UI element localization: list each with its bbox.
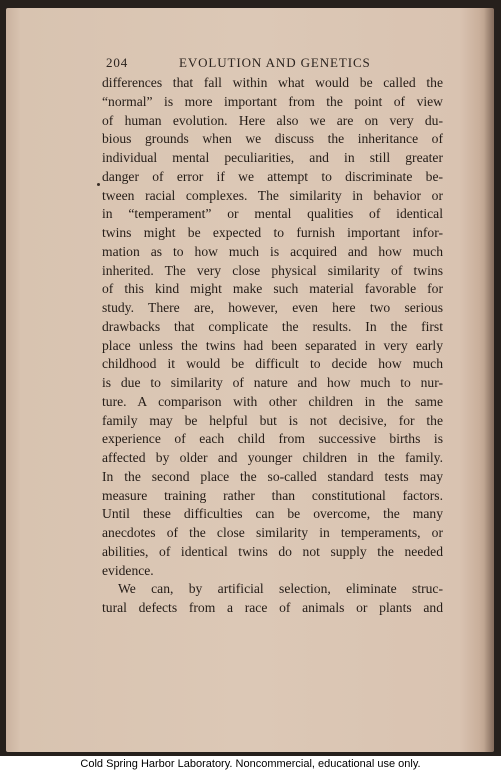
text-line: family may be helpful but is not decisive, for the: [102, 412, 443, 428]
text-line: experience of each child from successive births is: [102, 431, 443, 447]
text-line: inherited. The very close physical similarity of twins: [102, 262, 443, 278]
text-line: of this kind might make such material favorable for: [102, 281, 443, 297]
text-line: drawbacks that complicate the results. In the first: [102, 318, 443, 334]
text-line: danger of error if we attempt to discriminate be-: [102, 168, 443, 184]
margin-mark: [97, 183, 100, 186]
running-header: [106, 55, 446, 73]
text-line: measure training rather than constitutional factors.: [102, 487, 443, 503]
text-line: twins might be expected to furnish important infor-: [102, 225, 443, 240]
text-line: in “temperament” or mental qualities of identical: [102, 206, 443, 222]
text-line: affected by older and younger children in the family.: [102, 450, 443, 465]
text-line: bious grounds when we discuss the inheritance of: [102, 131, 443, 147]
text-line: In the second place the so-called standard tests may: [102, 468, 443, 484]
text-line: anecdotes of the close similarity in temperaments, or: [102, 525, 443, 540]
text-line: of human evolution. Here also we are on very du-: [102, 112, 443, 128]
body-text: [102, 74, 443, 618]
text-line: tween racial complexes. The similarity in behavior or: [102, 187, 443, 203]
text-line: abilities, of identical twins do not supply the needed: [102, 543, 443, 559]
text-line: evidence.: [102, 562, 154, 578]
text-line: place unless the twins had been separated in very early: [102, 337, 443, 353]
page-number: 204: [106, 55, 129, 70]
text-line: childhood it would be difficult to decide how much: [102, 356, 443, 372]
text-line: Until these difficulties can be overcome, the many: [102, 506, 443, 522]
text-line: “normal” is more important from the point of view: [102, 93, 443, 109]
text-line: individual mental peculiarities, and in still greater: [102, 150, 443, 165]
text-line: ture. A comparison with other children in the same: [102, 393, 443, 409]
text-line: mation as to how much is acquired and how much: [102, 243, 443, 259]
text-line: is due to similarity of nature and how much to nur-: [102, 375, 443, 390]
text-line: differences that fall within what would be called the: [102, 75, 443, 90]
footer-credit: Cold Spring Harbor Laboratory. Noncommercial, educational use only.: [0, 756, 501, 773]
text-line: tural defects from a race of animals or plants and: [102, 600, 443, 615]
running-title: EVOLUTION AND GENETICS: [179, 55, 371, 70]
page-edge-shadow: [484, 8, 494, 752]
text-line: We can, by artificial selection, eliminate struc-: [118, 581, 443, 597]
text-line: study. There are, however, even here two serious: [102, 300, 443, 315]
